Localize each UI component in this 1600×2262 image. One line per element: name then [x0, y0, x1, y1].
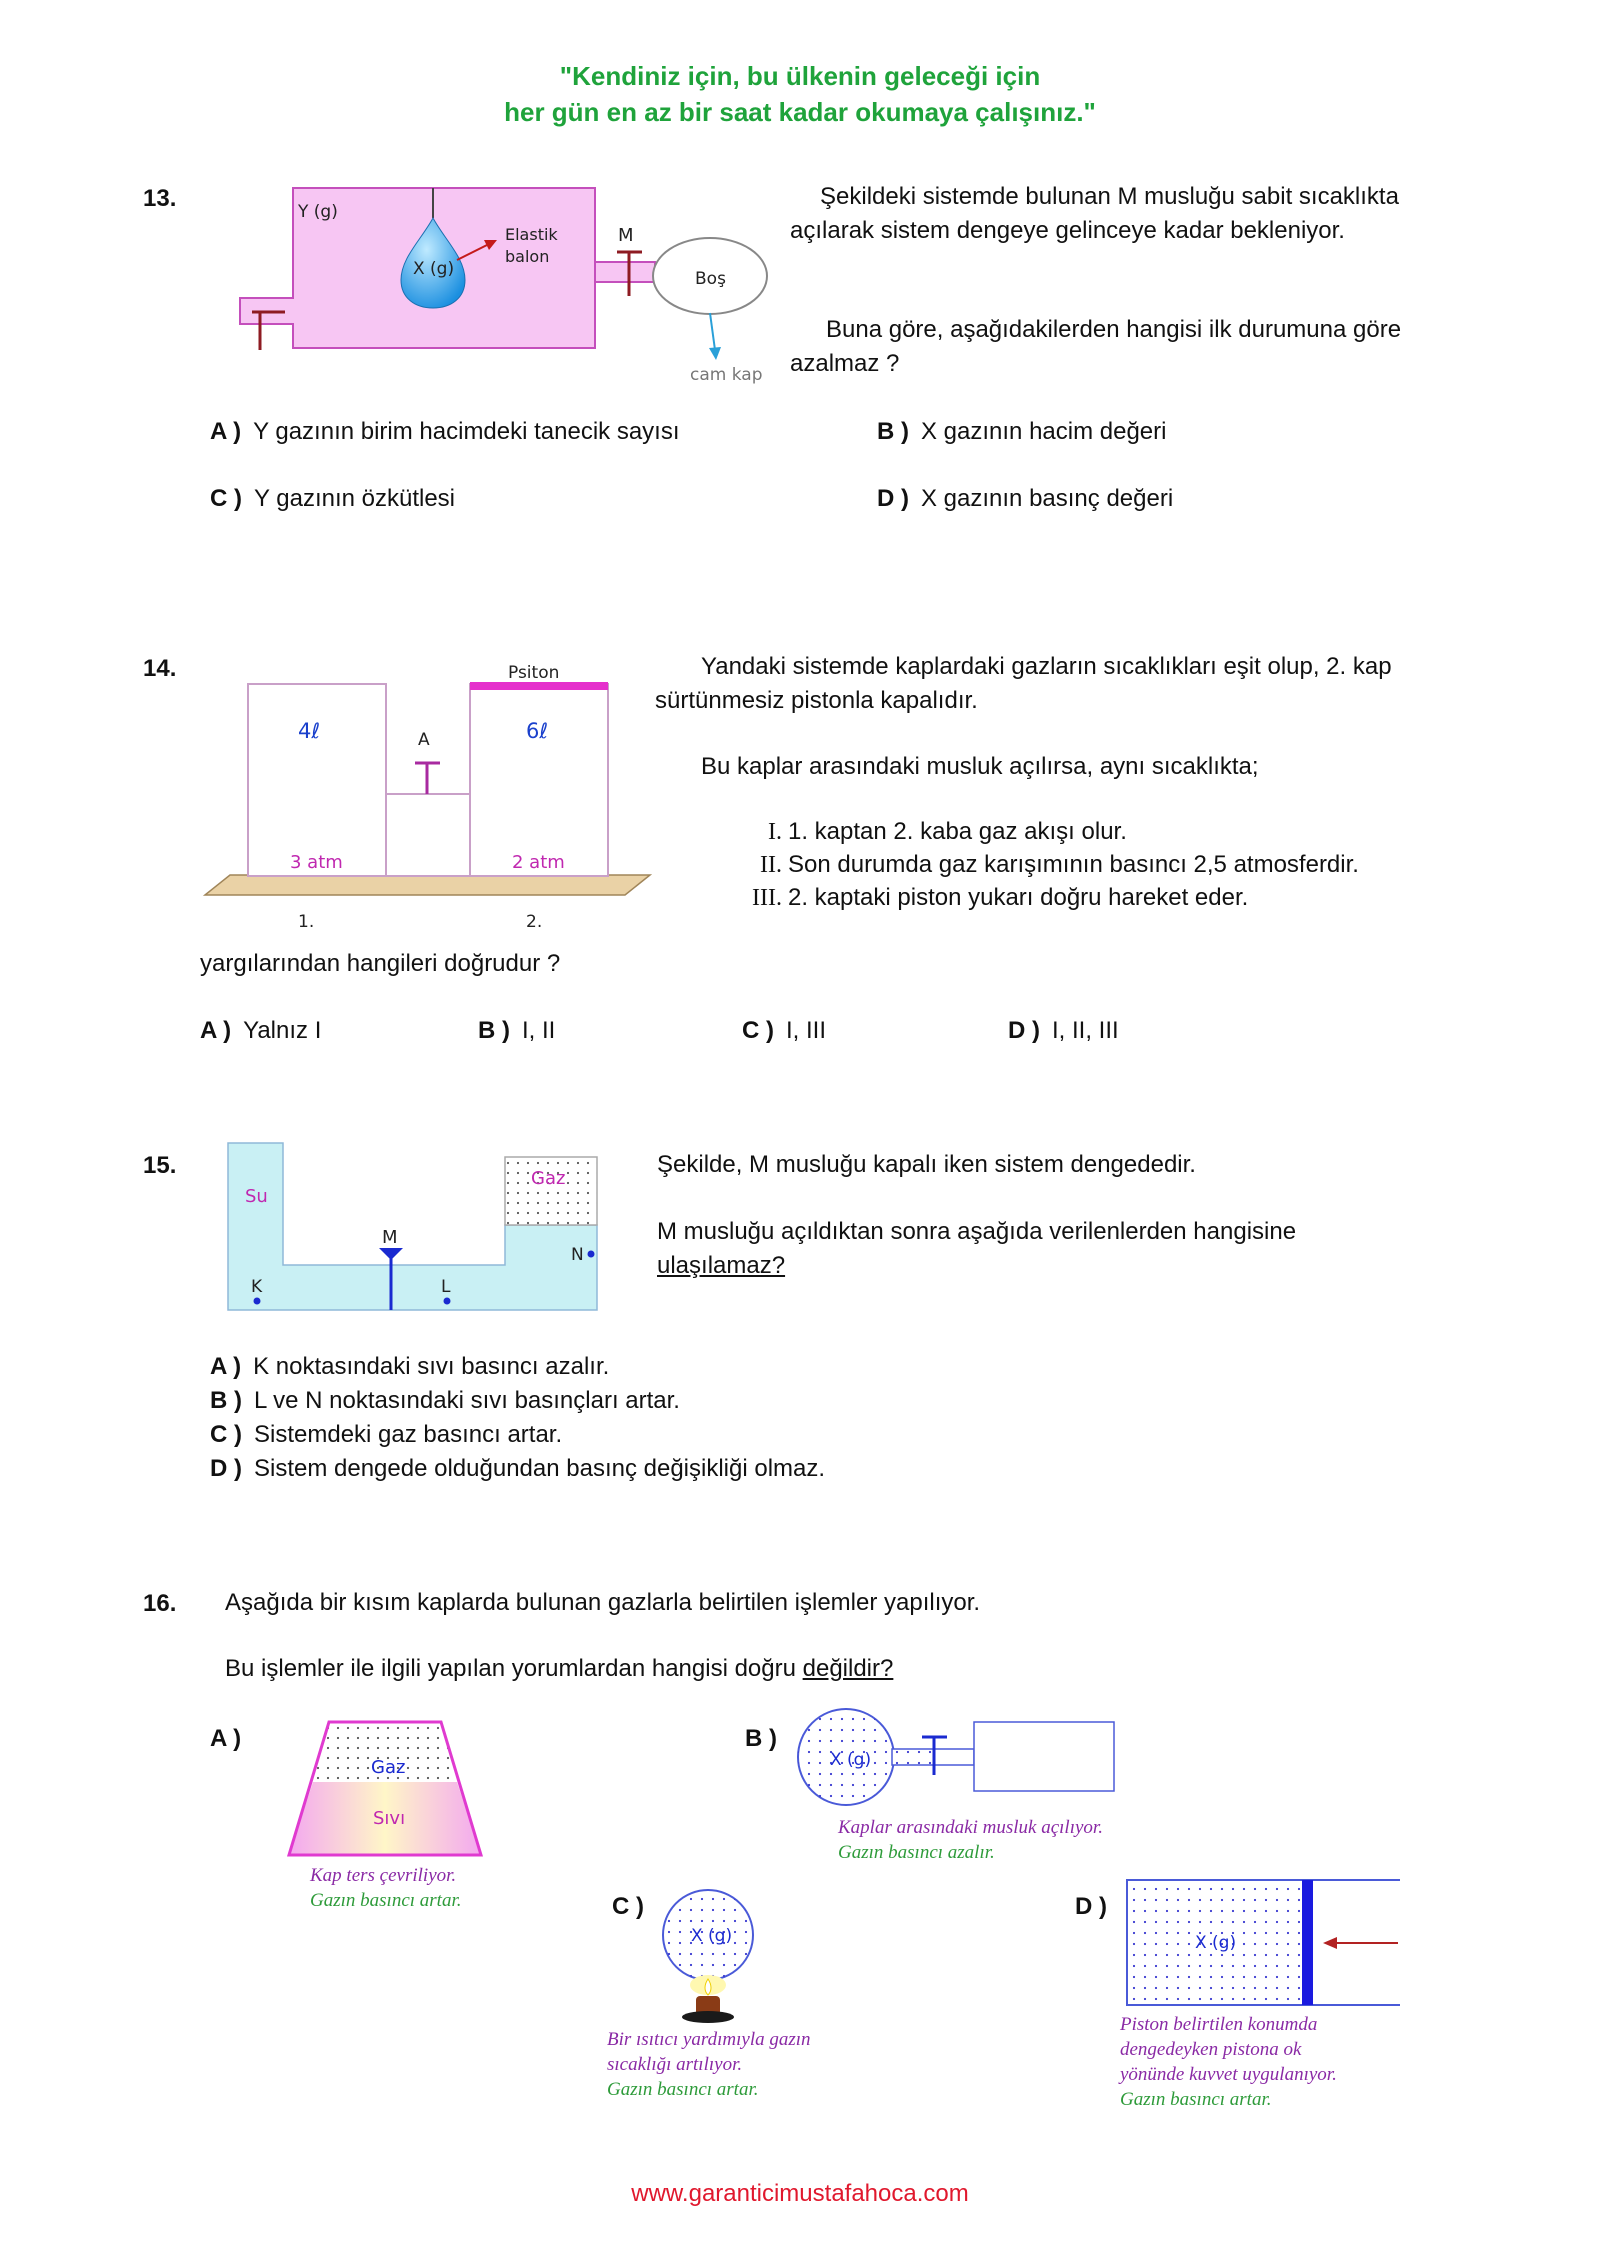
q14-option-b[interactable]: B ) I, II	[478, 1017, 556, 1044]
q14-volume-1: 4ℓ	[298, 719, 321, 743]
q13-option-a[interactable]: A ) Y gazının birim hacimdeki tanecik sayısı	[210, 418, 680, 445]
q15-option-a[interactable]: A ) K noktasındaki sıvı basıncı azalır.	[210, 1353, 610, 1380]
q16-d-caption-2: dengedeyken pistona ok	[1120, 2039, 1302, 2060]
q14-pressure-2: 2 atm	[512, 852, 565, 873]
q14-piston-label: Psiton	[508, 663, 560, 683]
header-quote-line1: "Kendiniz için, bu ülkenin geleceği için	[559, 61, 1041, 91]
q16-d-caption-4: Gazın basıncı artar.	[1120, 2089, 1272, 2110]
q13-valve-label: M	[618, 225, 634, 246]
q14-figure	[200, 660, 660, 940]
q13-empty-label: Boş	[695, 269, 726, 289]
q13-option-c[interactable]: C ) Y gazının özkütlesi	[210, 485, 456, 512]
q14-option-c[interactable]: C ) I, III	[742, 1017, 827, 1044]
q14-question: yargılarından hangileri doğrudur ?	[200, 950, 561, 977]
q16-a-caption-1: Kap ters çevriliyor.	[310, 1865, 457, 1886]
q16-c-caption-2: sıcaklığı artılıyor.	[607, 2054, 743, 2075]
q16-a-liquid-label: Sıvı	[373, 1808, 406, 1829]
q13-figure	[235, 180, 775, 395]
q15-point-n: N	[571, 1245, 584, 1265]
q16-b-caption-1: Kaplar arasındaki musluk açılıyor.	[838, 1817, 1103, 1838]
q13-text-1: Şekildeki sistemde bulunan M musluğu sabit sıcaklıkta açılarak sistem dengeye gelinceye kadar bekleniyor.	[790, 183, 1399, 244]
q16-d-gas-label: X (g)	[1195, 1933, 1237, 1953]
q16-option-d[interactable]: D )	[1075, 1893, 1107, 1920]
q15-water-label: Su	[245, 1186, 268, 1207]
q14-container-2-label: 2.	[526, 912, 543, 932]
footer-website-link[interactable]: www.garanticimustafahoca.com	[631, 2180, 969, 2207]
question-number-14: 14.	[143, 655, 177, 682]
question-number-13: 13.	[143, 185, 177, 212]
q13-y-gas-label: Y (g)	[298, 202, 338, 222]
q16-text-2: Bu işlemler ile ilgili yapılan yorumlardan hangisi doğru değildir?	[225, 1655, 894, 1682]
question-number-16: 16.	[143, 1590, 177, 1617]
q15-option-c[interactable]: C ) Sistemdeki gaz basıncı artar.	[210, 1421, 563, 1448]
q15-point-l: L	[441, 1277, 451, 1297]
q16-b-caption-2: Gazın basıncı azalır.	[838, 1842, 995, 1863]
q16-a-gas-label: Gaz	[371, 1757, 406, 1778]
q15-text-1: Şekilde, M musluğu kapalı iken sistem dengededir.	[657, 1151, 1196, 1178]
q14-valve-label: A	[418, 730, 430, 750]
q14-volume-2: 6ℓ	[526, 719, 549, 743]
q13-balloon-label-2: balon	[505, 247, 550, 266]
q16-c-caption-1: Bir ısıtıcı yardımıyla gazın	[607, 2029, 811, 2050]
q13-option-d[interactable]: D ) X gazının basınç değeri	[877, 485, 1174, 512]
q14-statement-1: I. 1. kaptan 2. kaba gaz akışı olur.	[768, 818, 1127, 845]
q14-option-a[interactable]: A ) Yalnız I	[200, 1017, 322, 1044]
q16-option-c[interactable]: C )	[612, 1893, 644, 1920]
q14-container-1-label: 1.	[298, 912, 315, 932]
q13-text-2: Buna göre, aşağıdakilerden hangisi ilk durumuna göre azalmaz ?	[790, 316, 1402, 377]
q16-d-caption-3: yönünde kuvvet uygulanıyor.	[1120, 2064, 1337, 2085]
q14-pressure-1: 3 atm	[290, 852, 343, 873]
q15-figure	[225, 1140, 605, 1315]
q15-valve-label: M	[382, 1227, 398, 1248]
header-quote-line2: her gün en az bir saat kadar okumaya çalışınız."	[504, 97, 1096, 127]
q15-text-2: M musluğu açıldıktan sonra aşağıda verilenlerden hangisine	[657, 1218, 1297, 1245]
q16-d-figure	[1120, 1875, 1410, 2015]
q16-c-caption-3: Gazın basıncı artar.	[607, 2079, 759, 2100]
q16-b-gas-label: X (g)	[830, 1750, 872, 1770]
q16-option-a[interactable]: A )	[210, 1725, 242, 1752]
q16-text-1: Aşağıda bir kısım kaplarda bulunan gazlarla belirtilen işlemler yapılıyor.	[225, 1589, 981, 1616]
q15-gas-label: Gaz	[531, 1168, 566, 1189]
q13-option-b[interactable]: B ) X gazının hacim değeri	[877, 418, 1167, 445]
q14-text-1: Yandaki sistemde kaplardaki gazların sıcaklıkları eşit olup, 2. kap sürtünmesiz pistonla kapalıdır.	[655, 653, 1392, 714]
q16-option-b[interactable]: B )	[745, 1725, 777, 1752]
q15-option-d[interactable]: D ) Sistem dengede olduğundan basınç değişikliği olmaz.	[210, 1455, 826, 1482]
q15-text-3: ulaşılamaz?	[657, 1252, 786, 1279]
question-number-15: 15.	[143, 1152, 177, 1179]
q14-statement-2: II. Son durumda gaz karışımının basıncı 2,5 atmosferdir.	[760, 851, 1359, 878]
q14-text-2: Bu kaplar arasındaki musluk açılırsa, aynı sıcaklıkta;	[701, 753, 1259, 780]
q13-glass-label: cam kap	[690, 365, 763, 385]
q16-c-figure	[655, 1885, 785, 2035]
q16-a-caption-2: Gazın basıncı artar.	[310, 1890, 462, 1911]
q13-x-gas-label: X (g)	[413, 259, 455, 279]
q14-option-d[interactable]: D ) I, II, III	[1008, 1017, 1119, 1044]
q15-point-k: K	[251, 1277, 263, 1297]
q16-b-figure	[795, 1705, 1135, 1810]
q16-c-gas-label: X (g)	[691, 1926, 733, 1946]
q15-option-b[interactable]: B ) L ve N noktasındaki sıvı basınçları artar.	[210, 1387, 680, 1414]
q16-d-caption-1: Piston belirtilen konumda	[1120, 2014, 1318, 2035]
q14-statement-3: III. 2. kaptaki piston yukarı doğru hareket eder.	[752, 884, 1249, 911]
q13-balloon-label: Elastik	[505, 225, 558, 244]
